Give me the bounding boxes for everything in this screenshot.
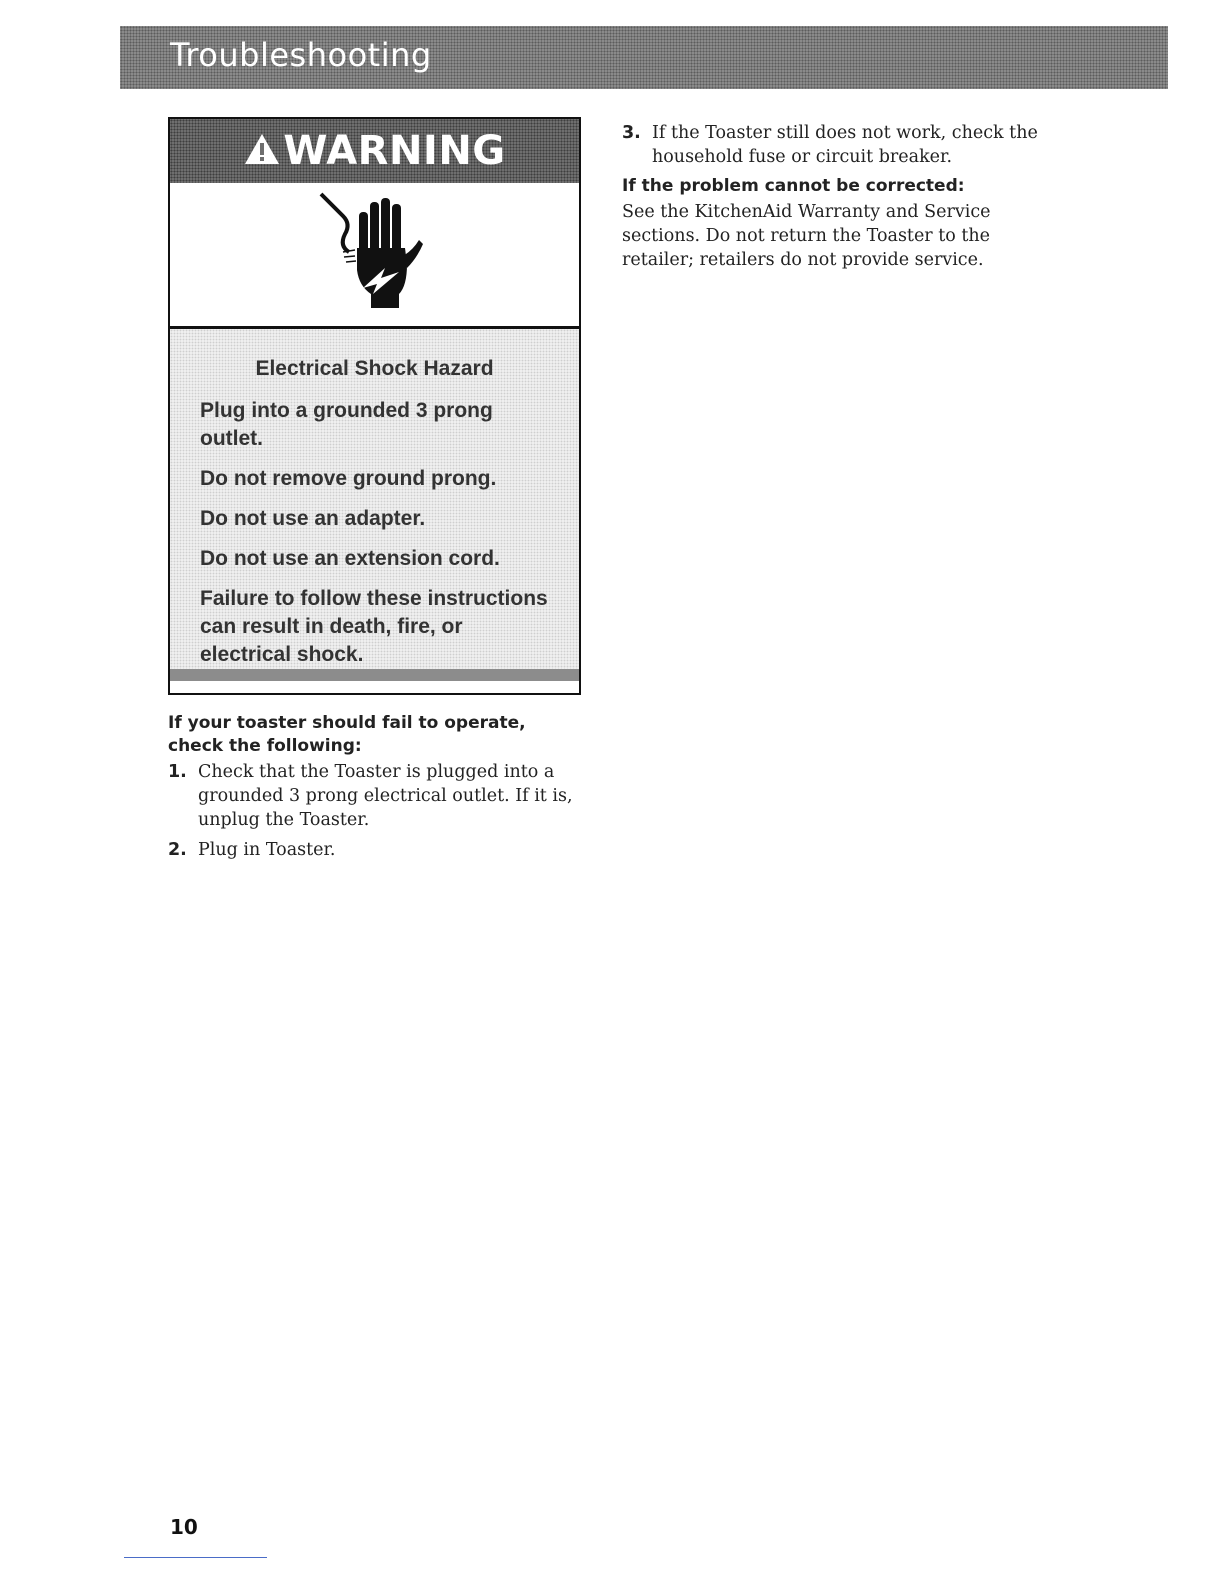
warning-box bbox=[168, 117, 581, 695]
list-text: Plug in Toaster. bbox=[198, 840, 336, 860]
left-column bbox=[168, 712, 583, 868]
list-text: Check that the Toaster is plugged into a grounded 3 prong electrical outlet. If it is, unplug the Toaster. bbox=[198, 762, 573, 830]
warning-title-text: WARNING bbox=[283, 128, 506, 174]
hazard-line: Do not use an extension cord. bbox=[200, 547, 500, 570]
warning-icon-area bbox=[170, 183, 579, 329]
hazard-line: Failure to follow these instructions can result in death, fire, or electrical shock. bbox=[200, 587, 548, 666]
problem-heading: If the problem cannot be corrected: bbox=[622, 176, 965, 196]
hazard-line: Plug into a grounded 3 prong outlet. bbox=[200, 399, 493, 450]
section-title: Troubleshooting bbox=[170, 36, 432, 74]
list-item bbox=[168, 838, 583, 862]
list-item bbox=[622, 121, 1042, 169]
alert-triangle-icon bbox=[243, 132, 281, 166]
warning-banner bbox=[170, 119, 579, 183]
hazard-line: Do not use an adapter. bbox=[200, 507, 426, 530]
service-paragraph: See the KitchenAid Warranty and Service sections. Do not return the Toaster to the retailer; retailers do not provide service. bbox=[622, 202, 991, 270]
hazard-line: Do not remove ground prong. bbox=[200, 467, 497, 490]
list-number: 1. bbox=[168, 762, 187, 782]
hazard-title: Electrical Shock Hazard bbox=[255, 357, 494, 380]
right-column bbox=[622, 121, 1042, 272]
warning-title bbox=[243, 128, 505, 174]
warning-text-area bbox=[170, 329, 579, 681]
list-number: 2. bbox=[168, 840, 187, 860]
electrical-shock-hand-icon bbox=[315, 190, 435, 320]
hazard-instructions bbox=[200, 397, 550, 681]
list-item bbox=[168, 760, 583, 832]
failure-check-heading: If your toaster should fail to operate, check the following: bbox=[168, 713, 526, 756]
list-text: If the Toaster still does not work, check the household fuse or circuit breaker. bbox=[652, 123, 1038, 167]
page-number: 10 bbox=[170, 1515, 198, 1539]
footer-rule bbox=[124, 1557, 267, 1558]
list-number: 3. bbox=[622, 123, 641, 143]
